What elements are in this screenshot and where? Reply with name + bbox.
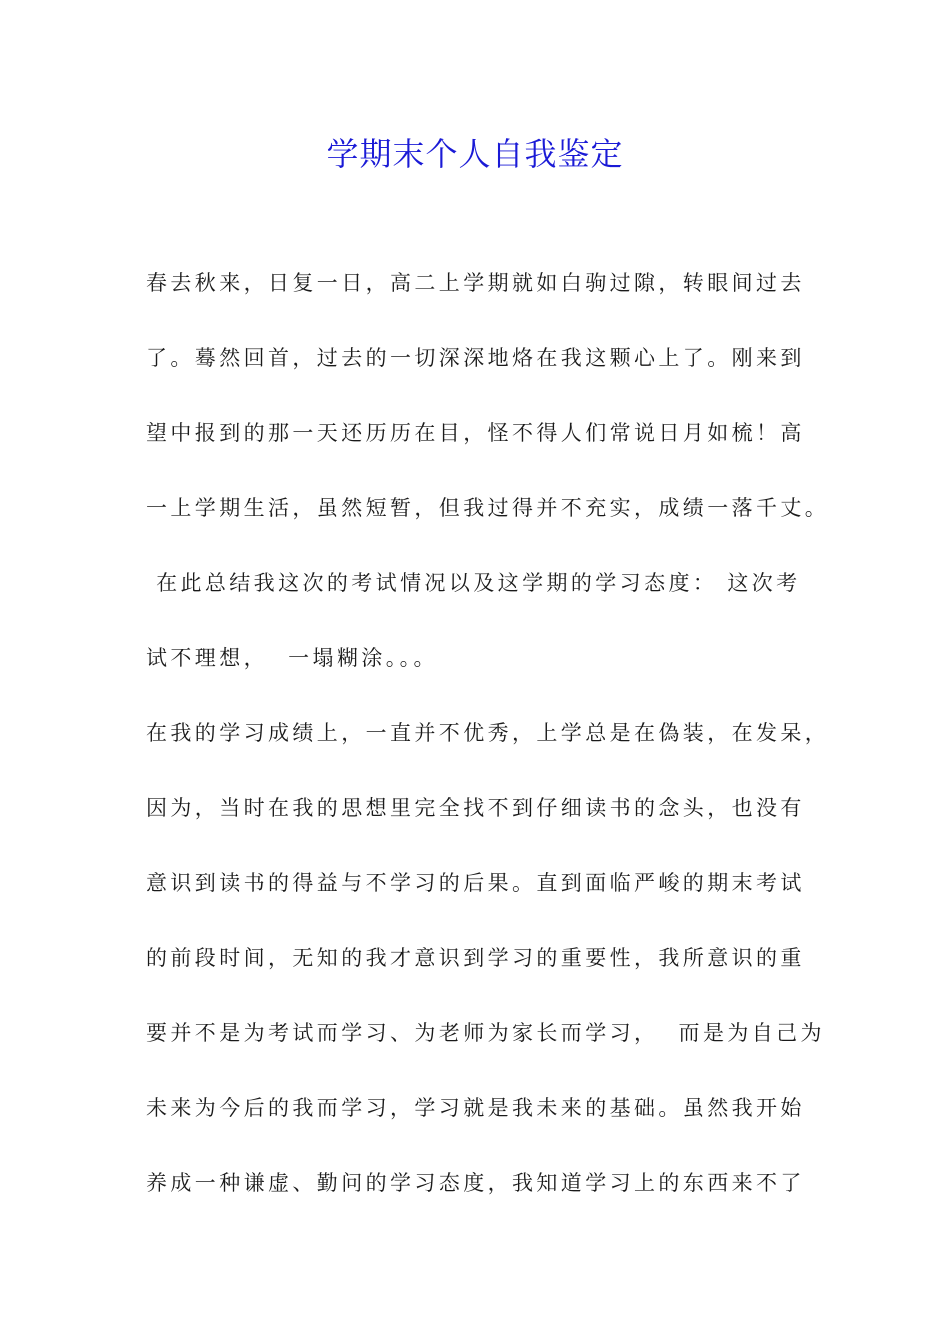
body-line: 在我的学习成绩上，一直并不优秀，上学总是在偽装，在发呆， [146,721,830,745]
body-line: 因为，当时在我的思想里完全找不到仔细读书的念头，也没有 [146,796,805,820]
body-line: 在此总结我这次的考试情况以及这学期的学习态度： 这次考 [146,571,801,595]
body-line: 未来为今后的我而学习，学习就是我未来的基础。虽然我开始 [146,1096,805,1120]
body-line: 春去秋来，日复一日，高二上学期就如白驹过隙，转眼间过去 [146,271,805,295]
body-line: 要并不是为考试而学习、为老师为家长而学习， 而是为自己为 [146,1021,825,1045]
body-line: 意识到读书的得益与不学习的后果。直到面临严峻的期末考试 [146,871,805,895]
body-line: 了。蓦然回首，过去的一切深深地烙在我这颗心上了。刚来到 [146,346,805,370]
document-title: 学期末个人自我鉴定 [326,135,624,173]
body-line: 一上学期生活，虽然短暂，但我过得并不充实，成绩一落千丈。 [146,496,830,520]
body-line: 的前段时间，无知的我才意识到学习的重要性，我所意识的重 [146,946,805,970]
body-line: 养成一种谦虚、勤问的学习态度，我知道学习上的东西来不了 [146,1171,805,1195]
body-line: 望中报到的那一天还历历在目，怪不得人们常说日月如梳！高 [146,421,805,445]
body-line: 试不理想， 一塌糊涂。。。 [146,646,438,670]
